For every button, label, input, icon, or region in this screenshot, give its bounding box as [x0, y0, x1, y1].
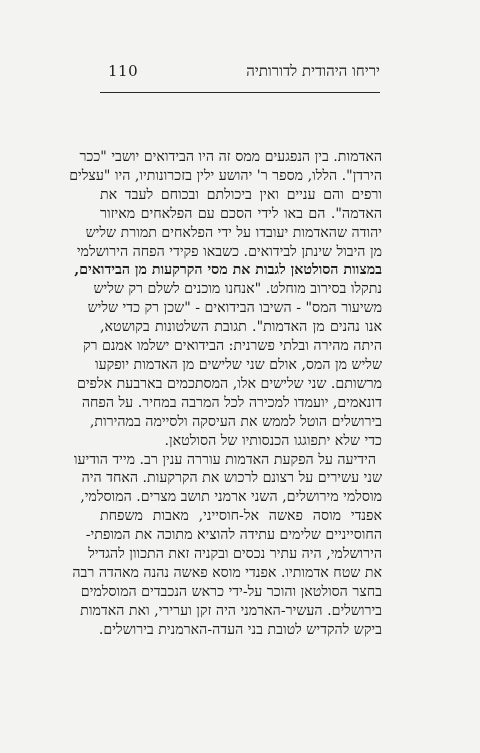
- text-line: בירושלים הוטל לממש את העיסקה ולסיימה במהירות,: [89, 413, 382, 430]
- text-line: הידיעה על הפקעת האדמות עוררה ענין רב. מייד הודיעו: [73, 451, 376, 468]
- text-line: כדי שלא יתפוגגו הכנסותיו של הסולטאן.: [164, 432, 382, 449]
- text-line: החוסייניים שלימים עתידה להוציא מתוכה את המופתי-: [85, 527, 382, 544]
- text-line: אנו נהנים מן האדמות". תגובת השלטונות בקושטא,: [100, 319, 382, 336]
- text-line: הירדן". הללו, מספר ר' יהושע ילין בזכרונותיו, היו "עצלים: [69, 167, 382, 184]
- text-line: האדמות. בין הנפגעים ממס זה היו הבידואים יושבי "ככר: [79, 149, 382, 165]
- text-line: נתקלו בסירוב מוחלט. "אנחנו מוכנים לשלם רק שליש: [93, 281, 382, 298]
- text-line: בחצר הסולטאן והוכר על-ידי כראש הנכבדים המוסלמים: [80, 583, 382, 600]
- running-title: יריחו היהודית לדורותיה: [246, 62, 380, 80]
- paragraph: [72, 451, 382, 640]
- page-header: [108, 62, 380, 86]
- text-line: בירושלים. העשיר-הארמני היה זקן וערירי, ואת האדמות: [80, 602, 382, 619]
- text-line: אפנדי מוסה פאשה אל-חוסייני, מאבות משפחת: [100, 508, 382, 525]
- text-line: שליש מן המס, אולם שני שלישים מן האדמות יופקעו: [95, 356, 382, 373]
- text-line: מרשותם. שני שלישים אלו, המסתכמים בארבעת אלפים: [76, 375, 382, 392]
- text-line: הירושלמי, היה עתיר נכסים ובקניה זאת התכוון להגדיל: [88, 546, 382, 563]
- header-rule: [100, 92, 380, 93]
- text-line: שני עשירים על רצונם לרכוש את הקרקעות. האחד היה: [81, 470, 382, 487]
- text-line: במצוות הסולטאן לגבות את מסי הקרקעות מן הבידואים,: [74, 262, 382, 279]
- text-line: דונאמים, יועמדו למכירה לכל המרבה במחיר. על הפחה: [81, 394, 382, 411]
- text-line: האדמה". הם באו לידי הסכם עם הפלאחים מאיזור: [100, 205, 382, 222]
- text-line: ורפים והם עניים ואין ביכולתם ובכוחם לעבד את: [100, 186, 382, 203]
- text-line: מן היבול שינתן לבידואים. כשבאו פקידי הפחה הירושלמי: [76, 243, 382, 260]
- text-line: ביקש להקדיש לטובת בני העדה-הארמנית בירושלים.: [98, 621, 382, 638]
- body-text: [69, 148, 382, 640]
- text-line: יהודה שהאדמות יעובדו על ידי הפלאחים תמורת שליש: [85, 224, 382, 241]
- text-line: מוסלמי מירושלים, השני ארמני תושב מצרים. המוסלמי,: [80, 489, 382, 506]
- page-number: 110: [108, 62, 139, 80]
- text-line: היתה מהירה ובלתי פשרנית: הבידואים ישלמו אמנם רק: [82, 338, 382, 355]
- text-line: את שטח אדמותיו. אפנדי מוסא פאשה נהנה מאהדה רבה: [72, 564, 382, 581]
- paragraph: [69, 148, 382, 451]
- text-line: משיעור המס" - השיבו הבידואים - "שכן רק כדי שליש: [87, 300, 382, 317]
